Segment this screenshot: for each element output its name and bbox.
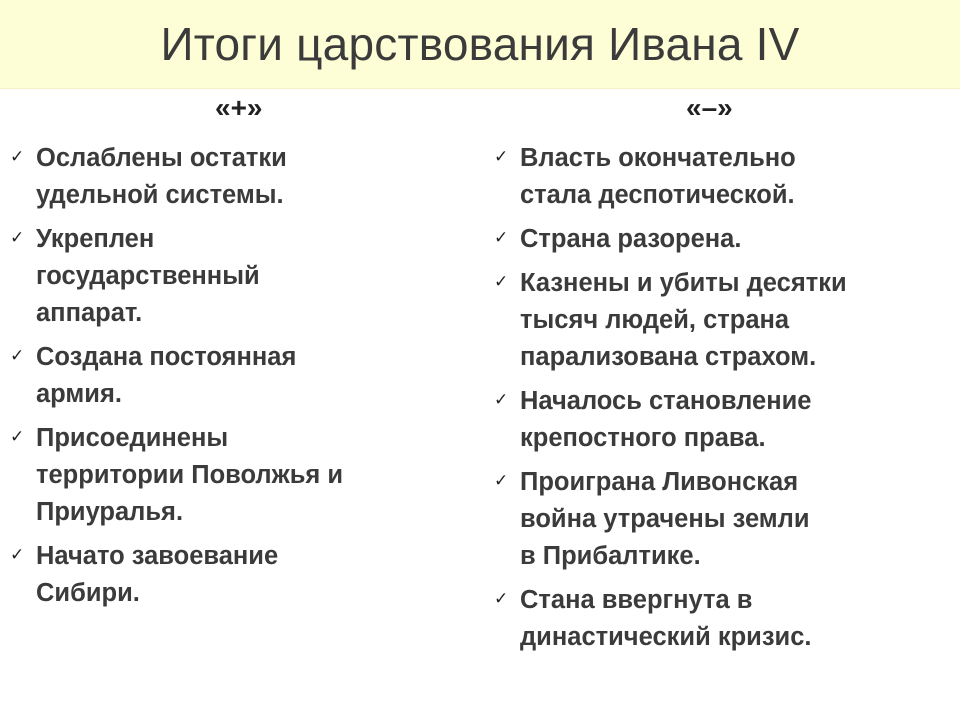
checkmark-icon: ✓: [494, 147, 509, 167]
item-line: крепостного права.: [520, 424, 766, 452]
plus-list-item: [8, 538, 448, 612]
item-line: династический кризис.: [520, 623, 812, 651]
item-line: Началось становление: [520, 387, 812, 415]
item-line: армия.: [36, 380, 122, 408]
item-line: тысяч людей, страна: [520, 306, 790, 334]
item-line: война утрачены земли: [520, 505, 810, 533]
item-line: стала деспотической.: [520, 181, 795, 209]
minus-list-item: [492, 265, 952, 376]
item-line: Казнены и убиты десятки: [520, 269, 847, 297]
plus-list-item: [8, 221, 448, 332]
item-line: Приуралья.: [36, 498, 184, 526]
item-line: аппарат.: [36, 299, 143, 327]
checkmark-icon: ✓: [494, 272, 509, 292]
item-line: Создана постоянная: [36, 343, 297, 371]
checkmark-icon: ✓: [494, 589, 509, 609]
minus-list-item: [492, 140, 952, 214]
item-line: территории Поволжья и: [36, 461, 344, 489]
minus-list-item: [492, 464, 952, 575]
plus-list-item: [8, 339, 448, 413]
plus-list: [8, 140, 448, 619]
plus-column-header: «+»: [215, 92, 263, 123]
checkmark-icon: ✓: [494, 390, 509, 410]
checkmark-icon: ✓: [10, 228, 25, 248]
minus-list-item: [492, 221, 952, 258]
minus-list-item: [492, 383, 952, 457]
slide-title: Итоги царствования Ивана IV: [160, 18, 800, 70]
checkmark-icon: ✓: [10, 545, 25, 565]
item-line: Укреплен: [36, 225, 155, 253]
checkmark-icon: ✓: [10, 346, 25, 366]
item-line: Страна разорена.: [520, 225, 742, 253]
item-line: Присоединены: [36, 424, 229, 452]
title-bar: [0, 0, 960, 89]
plus-list-item: [8, 140, 448, 214]
item-line: Проиграна Ливонская: [520, 468, 799, 496]
plus-list-item: [8, 420, 448, 531]
checkmark-icon: ✓: [494, 471, 509, 491]
item-line: Ослаблены остатки: [36, 144, 287, 172]
item-line: Начато завоевание: [36, 542, 279, 570]
item-line: в Прибалтике.: [520, 542, 701, 570]
minus-list-item: [492, 582, 952, 656]
item-line: Сибири.: [36, 579, 140, 607]
checkmark-icon: ✓: [10, 147, 25, 167]
checkmark-icon: ✓: [494, 228, 509, 248]
item-line: удельной системы.: [36, 181, 284, 209]
minus-column-header: «–»: [686, 92, 733, 123]
item-line: парализована страхом.: [520, 343, 817, 371]
item-line: Власть окончательно: [520, 144, 796, 172]
item-line: государственный: [36, 262, 260, 290]
minus-list: [492, 140, 952, 663]
checkmark-icon: ✓: [10, 427, 25, 447]
item-line: Стана ввергнута в: [520, 586, 753, 614]
